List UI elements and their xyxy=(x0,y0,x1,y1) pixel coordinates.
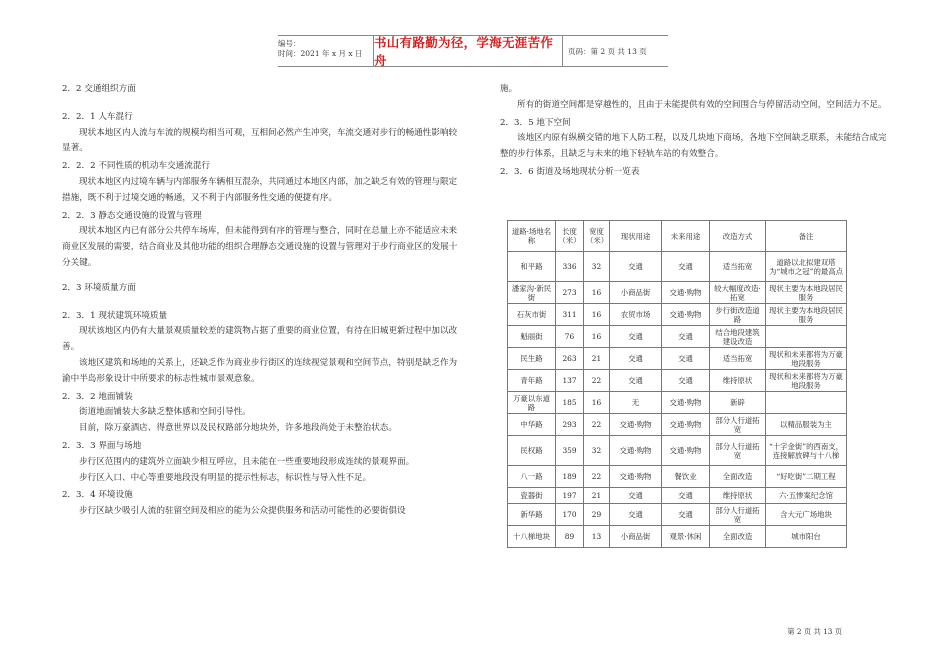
table-cell: 交通 xyxy=(662,488,710,504)
section-2-3-4-continued: 施。 xyxy=(500,84,518,94)
table-cell: 170 xyxy=(556,504,584,526)
table-cell: 29 xyxy=(584,504,610,526)
table-cell: 197 xyxy=(556,488,584,504)
table-cell: 137 xyxy=(556,370,584,392)
table-cell: 22 xyxy=(584,414,610,436)
table-cell: “好吃街”二期工程 xyxy=(766,466,847,488)
section-2-3-2-text-a: 街道地面铺装大多缺乏整体感和空间引导性。 xyxy=(79,407,251,418)
table-header-cell: 道路·场地名称 xyxy=(508,221,556,252)
table-cell: 餐饮业 xyxy=(662,466,710,488)
table-row xyxy=(508,370,847,392)
table-header-cell: 改造方式 xyxy=(710,221,766,252)
table-cell: 民权路 xyxy=(508,436,556,466)
table-cell: 21 xyxy=(584,348,610,370)
section-2-3-4-heading: 2．3．4 环境设施 xyxy=(62,490,133,501)
table-cell: 交通·购物 xyxy=(662,436,710,466)
table-cell: 交通·购物 xyxy=(662,392,710,414)
page-footer: 第 2 页 共 13 页 xyxy=(787,627,842,636)
right-column xyxy=(500,82,895,181)
table-cell: 部分人行道拓宽 xyxy=(710,436,766,466)
table-cell: 维持原状 xyxy=(710,370,766,392)
table-row xyxy=(508,504,847,526)
street-analysis-table xyxy=(507,220,847,548)
table-cell: 交通 xyxy=(610,370,662,392)
header-time-label: 时间：2021 年 x 月 x 日 xyxy=(278,49,363,58)
table-row xyxy=(508,392,847,414)
section-2-3-heading: 2．3 环境质量方面 xyxy=(62,282,136,293)
table-cell: 无 xyxy=(610,392,662,414)
section-2-3-3-text-b: 步行区入口、中心等重要地段没有明显的提示性标志，标识性与导入性不足。 xyxy=(79,472,372,483)
section-2-3-6-heading: 2．3．6 街道及场地现状分析一览表 xyxy=(500,166,640,177)
table-cell: 交通 xyxy=(662,370,710,392)
section-2-3-5-heading: 2．3．5 地下空间 xyxy=(500,117,571,128)
table-cell: 新辟 xyxy=(710,392,766,414)
table-cell: 交通·购物 xyxy=(662,282,710,304)
table-cell: 民生路 xyxy=(508,348,556,370)
header-page-info: 页码：第 2 页 共 13 页 xyxy=(568,46,647,56)
section-2-2-3-heading: 2．2．3 静态交通设施的设置与管理 xyxy=(62,210,202,221)
table-cell: 现状和未来都将为万豪地段服务 xyxy=(766,370,847,392)
table-cell: 现状主要为本地段居民服务 xyxy=(766,282,847,304)
section-2-2-2-text: 现状本地区内过境车辆与内部服务车辆相互混杂，共同通过本地区内部，加之缺乏有效的管理与限定措施，既不利于过境交通的畅通，又不利于内部服务性交通的便捷有序。 xyxy=(62,176,458,203)
table-cell: 部分人行道拓宽 xyxy=(710,504,766,526)
table-header-cell: 长度（米） xyxy=(556,221,584,252)
section-2-2-3-text: 现状本地区内已有部分公共停车场库，但未能得到有序的管理与整合，同时在总量上亦不能适应未来商业区发展的需要，结合商业及其他功能的组织合理静态交通设施的设置与管理对于步行商业区的发展十分关键。 xyxy=(62,226,458,268)
table-cell: 道路以北拟建双塔为“城市之冠”的最高点 xyxy=(766,252,847,282)
table-cell: 适当拓宽 xyxy=(710,348,766,370)
table-cell: 适当拓宽 xyxy=(710,252,766,282)
table-cell xyxy=(766,326,847,348)
section-2-3-2-heading: 2．3．2 地面铺装 xyxy=(62,391,133,402)
table-cell: 359 xyxy=(556,436,584,466)
table-cell: 22 xyxy=(584,466,610,488)
table-cell: 32 xyxy=(584,252,610,282)
table-cell: 311 xyxy=(556,304,584,326)
spacer xyxy=(62,272,459,281)
table-cell: 较大幅度改造·拓宽 xyxy=(710,282,766,304)
table-cell: 交通 xyxy=(610,326,662,348)
table-cell: 273 xyxy=(556,282,584,304)
section-2-3-3-heading: 2．3．3 界面与场地 xyxy=(62,440,142,451)
table-row xyxy=(508,526,847,548)
table-cell: 瓷器街 xyxy=(508,488,556,504)
table-cell: 结合地段建筑建设改造 xyxy=(710,326,766,348)
table-cell: 维持原状 xyxy=(710,488,766,504)
table-row xyxy=(508,436,847,466)
table-cell: 城市阳台 xyxy=(766,526,847,548)
section-2-3-1-text-b: 该地区建筑和场地的关系上，还缺乏作为商业步行街区的连续视觉景观和空间节点，特别是缺乏作为渝中半岛形象设计中所要求的标志性城市景观意象。 xyxy=(62,357,458,384)
space-paragraph: 所有的街道空间都是穿越性的，且由于未能提供有效的空间围合与停留活动空间，空间活力不足。 xyxy=(517,99,887,110)
table-cell: 全面改造 xyxy=(710,466,766,488)
table-cell: 16 xyxy=(584,326,610,348)
table-cell: 189 xyxy=(556,466,584,488)
table-cell: 含大元广场地块 xyxy=(766,504,847,526)
table-cell: 89 xyxy=(556,526,584,548)
table-header-cell: 宽度（米） xyxy=(584,221,610,252)
section-2-2-heading: 2．2 交通组织方面 xyxy=(62,84,136,94)
section-2-3-5-text: 该地区内原有纵横交错的地下人防工程，以及几块地下商场，各地下空间缺乏联系，未能结合成完整的步行体系，且缺乏与未来的地下轻轨车站的有效整合。 xyxy=(500,133,887,160)
table-cell: 新华路 xyxy=(508,504,556,526)
table-cell: 潘家沟·新民街 xyxy=(508,282,556,304)
table-cell: 小商品街 xyxy=(610,526,662,548)
table-cell: 交通·购物 xyxy=(662,414,710,436)
page-header xyxy=(278,35,668,67)
section-2-2-2-heading: 2．2．2 不同性质的机动车交通流混行 xyxy=(62,161,211,172)
table-cell: 和平路 xyxy=(508,252,556,282)
table-header-row xyxy=(508,221,847,252)
table-cell: 交通·购物 xyxy=(610,414,662,436)
section-2-3-3-text-a: 步行区范围内的建筑外立面缺少相互呼应，且未能在一些重要地段形成连续的景观界面。 xyxy=(79,456,415,467)
table-cell: 21 xyxy=(584,488,610,504)
table-cell: 万豪以东道路 xyxy=(508,392,556,414)
table-cell: 全面改造 xyxy=(710,526,766,548)
section-2-3-1-text-a: 现状该地区内仍有大量景观质量较差的建筑物占据了重要的商业位置，有待在旧城更新过程中加以改善。 xyxy=(62,326,458,353)
table-row xyxy=(508,488,847,504)
section-2-2-1-heading: 2．2．1 人车混行 xyxy=(62,111,133,122)
table-cell: 魁丽街 xyxy=(508,326,556,348)
header-number-label: 编号： xyxy=(278,39,301,48)
table-cell: 交通 xyxy=(610,348,662,370)
table-cell: 六·五惨案纪念馆 xyxy=(766,488,847,504)
table-header-cell: 现状用途 xyxy=(610,221,662,252)
table-cell: 13 xyxy=(584,526,610,548)
table-cell: 以精品服装为主 xyxy=(766,414,847,436)
header-meta xyxy=(278,36,373,66)
table-cell: 青年路 xyxy=(508,370,556,392)
table-row xyxy=(508,466,847,488)
table-cell: 石灰市街 xyxy=(508,304,556,326)
table-cell: 八一路 xyxy=(508,466,556,488)
table-cell: 交通·购物 xyxy=(610,436,662,466)
table-cell: 交通·购物 xyxy=(662,304,710,326)
table-row xyxy=(508,282,847,304)
table-cell: 交通 xyxy=(662,326,710,348)
table-row xyxy=(508,348,847,370)
table-cell: 16 xyxy=(584,392,610,414)
table-cell: 十八梯地块 xyxy=(508,526,556,548)
table-cell xyxy=(766,392,847,414)
table-header-cell: 备注 xyxy=(766,221,847,252)
table-cell: 16 xyxy=(584,282,610,304)
section-2-3-2-text-b: 目前，除万豪酒店、得意世界以及民权路部分地块外，许多地段尚处于未整治状态。 xyxy=(79,423,397,434)
header-slogan: 书山有路勤为径，学海无涯苦作舟 xyxy=(373,36,563,66)
left-column xyxy=(62,82,459,520)
table-row xyxy=(508,414,847,436)
table-cell: 步行街改造道路 xyxy=(710,304,766,326)
table-cell: 交通 xyxy=(662,348,710,370)
table-cell: 小商品街 xyxy=(610,282,662,304)
table-cell: 部分人行道拓宽 xyxy=(710,414,766,436)
section-2-3-1-heading: 2．3．1 现状建筑环境质量 xyxy=(62,310,168,321)
table-row xyxy=(508,326,847,348)
table-cell: 现状主要为本地段居民服务 xyxy=(766,304,847,326)
table-cell: 交通 xyxy=(610,252,662,282)
table-cell: 观景·休闲 xyxy=(662,526,710,548)
table-cell: 交通 xyxy=(662,504,710,526)
table-cell: 中华路 xyxy=(508,414,556,436)
table-header-cell: 未来用途 xyxy=(662,221,710,252)
table-cell: 22 xyxy=(584,370,610,392)
section-2-3-4-text: 步行区缺少吸引人流的驻留空间及相应的能为公众提供服务和活动可能性的必要街俱设 xyxy=(79,506,406,517)
table-cell: 185 xyxy=(556,392,584,414)
table-cell: 32 xyxy=(584,436,610,466)
table-cell: 交通 xyxy=(610,504,662,526)
table-cell: 336 xyxy=(556,252,584,282)
table-cell: 16 xyxy=(584,304,610,326)
section-2-2-1-text: 现状本地区内人流与车流的规模均相当可观，互相间必然产生冲突，车流交通对步行的畅通性影响较显著。 xyxy=(62,127,458,154)
table-row xyxy=(508,252,847,282)
table-cell: 交通 xyxy=(610,488,662,504)
table-body xyxy=(508,252,847,548)
table-cell: 263 xyxy=(556,348,584,370)
table-cell: 76 xyxy=(556,326,584,348)
table-cell: “十字金街”的西南支，连接解放碑与十八梯 xyxy=(766,436,847,466)
table-cell: 农贸市场 xyxy=(610,304,662,326)
table-cell: 交通 xyxy=(662,252,710,282)
table-cell: 交通·购物 xyxy=(610,466,662,488)
table-row xyxy=(508,304,847,326)
table-cell: 现状和未来都将为万豪地段服务 xyxy=(766,348,847,370)
table-cell: 293 xyxy=(556,414,584,436)
